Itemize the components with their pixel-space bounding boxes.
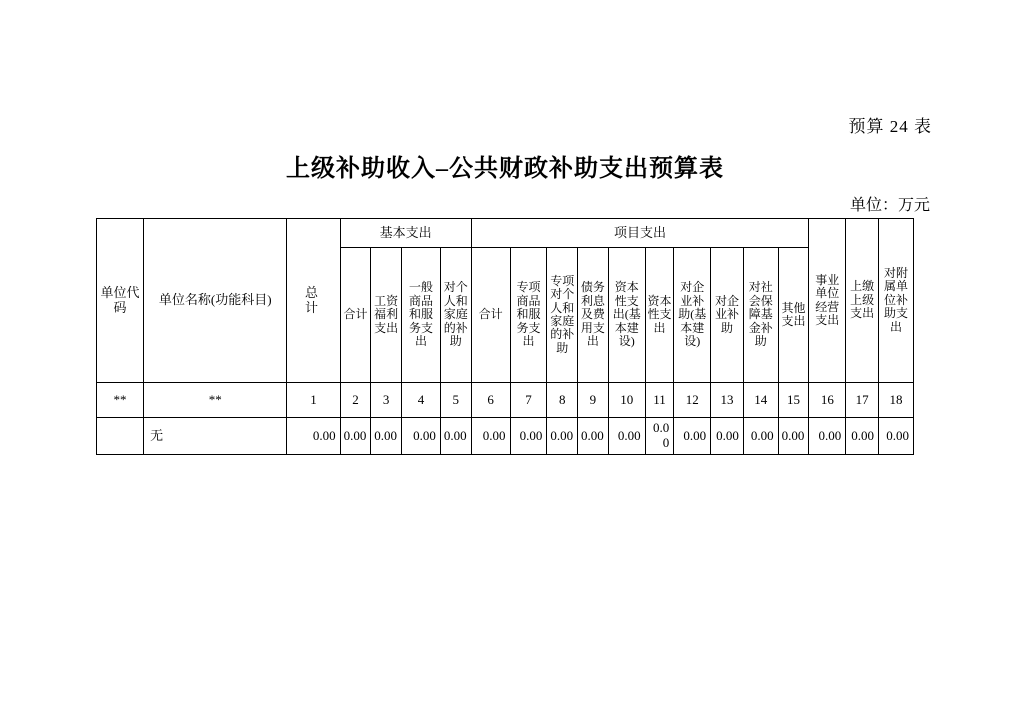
cell-project-capital: 0.00 (645, 418, 674, 455)
cell-basic-goods: 0.00 (402, 418, 441, 455)
header-project-interest: 债务利息及费用支出 (578, 248, 609, 383)
number-cell: 10 (608, 383, 645, 418)
number-cell: 14 (743, 383, 778, 418)
header-business-unit: 事业单位经营支出 (809, 219, 846, 383)
cell-project-goods: 0.00 (510, 418, 547, 455)
table-row (97, 418, 914, 455)
header-total: 总 计 (287, 219, 340, 383)
number-cell: 9 (578, 383, 609, 418)
number-cell: ** (97, 383, 144, 418)
unit-note: 单位：万元 (849, 197, 930, 214)
cell-unit-name: 无 (144, 418, 287, 455)
cell-project-other: 0.00 (778, 418, 809, 455)
cell-project-enterprise: 0.00 (711, 418, 744, 455)
cell-project-enterprise-infra: 0.00 (674, 418, 711, 455)
header-project-goods: 专项商品和服务支出 (510, 248, 547, 383)
budget-table (96, 218, 914, 455)
number-cell: 6 (471, 383, 510, 418)
header-unit-name: 单位名称(功能科目) (144, 219, 287, 383)
table-group-header-row (97, 219, 914, 248)
header-project-family: 专项对个人和家庭的补助 (547, 248, 578, 383)
number-cell: 12 (674, 383, 711, 418)
cell-project-interest: 0.00 (578, 418, 609, 455)
cell-affiliated: 0.00 (878, 418, 913, 455)
cell-basic-salary: 0.00 (371, 418, 402, 455)
header-project-capital: 资本性支出 (645, 248, 674, 383)
header-group-project-expenditure: 项目支出 (471, 219, 809, 248)
header-project-capital-infra: 资本性支出(基本建设) (608, 248, 645, 383)
number-cell: 11 (645, 383, 674, 418)
cell-business-unit: 0.00 (809, 418, 846, 455)
number-cell: ** (144, 383, 287, 418)
header-project-total: 合计 (471, 248, 510, 383)
header-project-social-insurance: 对社会保障基金补助 (743, 248, 778, 383)
form-number: 预算 24 表 (848, 117, 932, 136)
header-project-enterprise: 对企业补助 (711, 248, 744, 383)
cell-basic-family: 0.00 (440, 418, 471, 455)
number-cell: 1 (287, 383, 340, 418)
number-cell: 7 (510, 383, 547, 418)
cell-project-social-insurance: 0.00 (743, 418, 778, 455)
header-project-other: 其他支出 (778, 248, 809, 383)
header-project-enterprise-infra: 对企业补助(基本建设) (674, 248, 711, 383)
header-affiliated: 对附属单位补助支出 (878, 219, 913, 383)
header-basic-total: 合计 (340, 248, 371, 383)
cell-upper-level: 0.00 (846, 418, 879, 455)
cell-total: 0.00 (287, 418, 340, 455)
cell-project-total: 0.00 (471, 418, 510, 455)
header-basic-family: 对个人和家庭的补助 (440, 248, 471, 383)
number-cell: 4 (402, 383, 441, 418)
number-cell: 2 (340, 383, 371, 418)
header-group-basic-expenditure: 基本支出 (340, 219, 471, 248)
header-upper-level: 上缴上级支出 (846, 219, 879, 383)
cell-basic-total: 0.00 (340, 418, 371, 455)
number-cell: 13 (711, 383, 744, 418)
header-basic-salary: 工资福利支出 (371, 248, 402, 383)
number-cell: 5 (440, 383, 471, 418)
header-unit-code: 单位代码 (97, 219, 144, 383)
number-cell: 3 (371, 383, 402, 418)
number-cell: 8 (547, 383, 578, 418)
table-number-row (97, 383, 914, 418)
cell-unit-code (97, 418, 144, 455)
page-title: 上级补助收入–公共财政补助支出预算表 (286, 156, 724, 182)
number-cell: 18 (878, 383, 913, 418)
number-cell: 17 (846, 383, 879, 418)
number-cell: 15 (778, 383, 809, 418)
header-basic-goods: 一般商品和服务支出 (402, 248, 441, 383)
number-cell: 16 (809, 383, 846, 418)
cell-project-capital-infra: 0.00 (608, 418, 645, 455)
cell-project-family: 0.00 (547, 418, 578, 455)
